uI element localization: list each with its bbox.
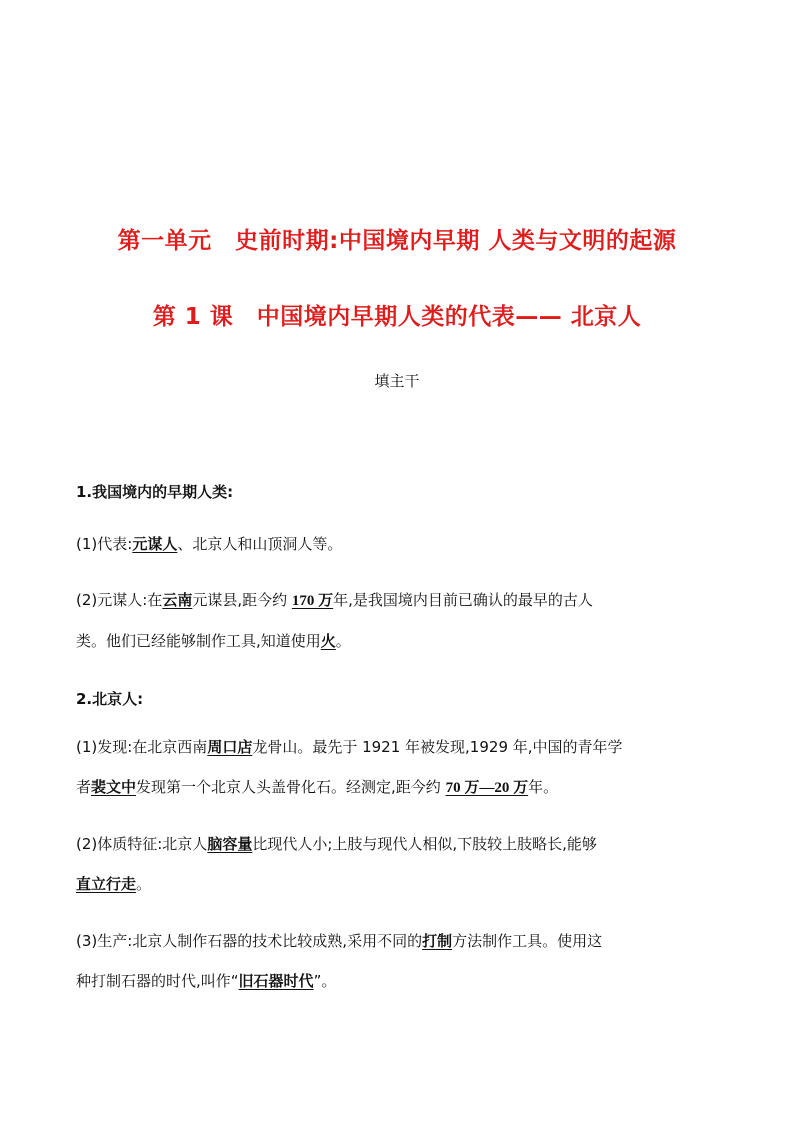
text-run: (2)元谋人:在 [76,591,163,609]
paragraph-line [76,961,724,1001]
paragraph-line [76,921,724,961]
key-term-chipping: 打制 [422,932,453,950]
paragraph-line [76,580,724,621]
text-run: 、北京人和山顶洞人等。 [177,535,343,553]
paragraph-production [76,921,724,1001]
text-run: 龙骨山。最先于 1921 年被发现,1929 年,中国的青年学 [252,738,623,756]
paragraph-line [76,767,724,808]
text-run: (1)发现:在北京西南 [76,738,208,756]
text-run: 发现第一个北京人头盖骨化石。经测定,距今约 [136,778,446,796]
paragraph-line [76,864,724,904]
key-term-brain-capacity: 脑容量 [207,835,253,853]
key-term-fire: 火 [320,632,336,650]
text-run: ”。 [313,972,337,990]
text-run: (1)代表: [76,535,133,553]
text-run: 比现代人小;上肢与现代人相似,下肢较上肢略长,能够 [252,835,597,853]
text-run: 种打制石器的时代,叫作“ [76,972,239,990]
text-run: 年。 [528,778,559,796]
unit-title: 第一单元 史前时期:中国境内早期 人类与文明的起源 [117,228,677,254]
paragraph-line [76,727,724,767]
text-run: 。 [136,875,152,893]
section-subtitle: 填主干 [374,372,420,390]
key-term-yunnan: 云南 [162,591,193,609]
paragraph-line [76,524,724,564]
section-heading-early-humans: 1.我国境内的早期人类: [76,483,234,501]
paragraph-yuanmou-man [76,580,724,661]
paragraph-representatives [76,524,724,564]
key-term-age-range: 70 万—20 万 [445,780,529,796]
text-run: 者 [76,778,92,796]
key-term-1-7-million: 170 万 [291,593,334,609]
key-term-zhoukoudian: 周口店 [207,738,253,756]
text-run: 元谋县,距今约 [192,591,292,609]
paragraph-discovery [76,727,724,808]
paragraph-line [76,824,724,864]
key-term-yuanmou-man: 元谋人 [132,535,178,553]
section-heading-peking-man: 2.北京人: [76,690,144,708]
key-term-pei-wenzhong: 裴文中 [91,778,137,796]
text-run: 。 [335,632,351,650]
text-run: 年,是我国境内目前已确认的最早的古人 [333,591,593,609]
text-run: 类。他们已经能够制作工具,知道使用 [76,632,321,650]
key-term-upright-walking: 直立行走 [76,875,137,893]
lesson-title: 第 1 课 中国境内早期人类的代表—— 北京人 [152,304,642,330]
paragraph-line [76,621,724,661]
text-run: 方法制作工具。使用这 [452,932,603,950]
key-term-paleolithic-age: 旧石器时代 [238,972,314,990]
paragraph-physical-features [76,824,724,904]
text-run: (2)体质特征:北京人 [76,835,208,853]
text-run: (3)生产:北京人制作石器的技术比较成熟,采用不同的 [76,932,423,950]
